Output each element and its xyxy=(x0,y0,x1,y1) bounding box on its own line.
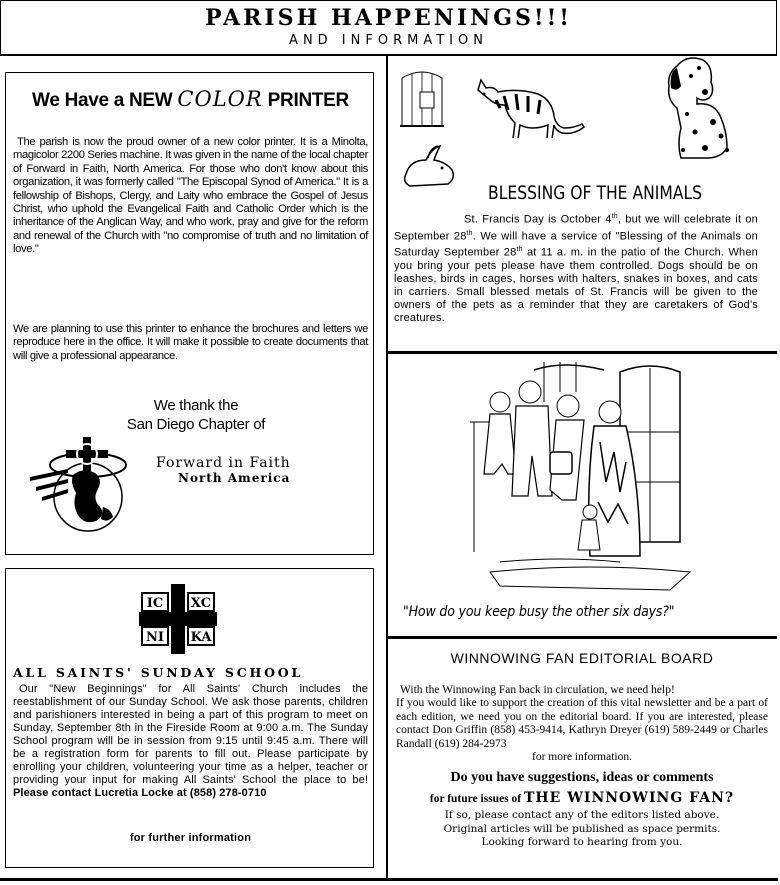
blessing-text-b: , but we will celebrate it on September 28 xyxy=(394,213,758,243)
board-future xyxy=(396,790,768,806)
column-divider xyxy=(386,56,388,878)
blessing-sup-c: th xyxy=(516,246,523,254)
school-contact: Please contact Lucretia Locke at (858) 278-0710 xyxy=(13,787,267,799)
printer-article xyxy=(5,72,374,555)
board-suggestions: Do you have suggestions, ideas or comments xyxy=(450,770,714,786)
blessing-text-a: St. Francis Day is October 4 xyxy=(464,213,612,226)
sunday-school-article xyxy=(5,568,374,868)
board-line1: If so, please contact any of the editors listed above. xyxy=(444,809,720,822)
icon-letters-ic: IC xyxy=(146,596,164,611)
logo-line2: North America xyxy=(178,471,291,485)
board-para2: If you would like to support the creation of this vital newsletter and be a part of each edition, we need you on the editorial board. If you are interested, please contact Don Griffin (858) 453-9414, Kathryn Dreyer (619) 589-2449 or Charles Randall (619) 284-2973 xyxy=(396,697,768,750)
ic-xc-nika-cross-icon xyxy=(139,584,217,654)
masthead-title: PARISH HAPPENINGS!!! xyxy=(205,5,572,31)
masthead-subtitle: AND INFORMATION xyxy=(289,33,488,48)
printer-para1: The parish is now the proud owner of a new color printer. It is a Minolta, magicolor 2200 Series machine. It was given in the name of the local chapter of Forward in Faith, North America. For those who don't know about this organization, it was formerly called "The Episcopal Synod of America." It is a fellowship of Bishops, Clergy, and Laity who embrace the Gospel of Jesus Christ, who uphold the Evangelical Faith and Catholic Order which is the inheritance of the Anglican Way, and who work, pray and give for the reform and renewal of the Church with "no compromise of truth and no limitation of love." xyxy=(13,136,368,256)
sunday-school-heading: ALL SAINTS' SUNDAY SCHOOL xyxy=(13,665,304,680)
dalmatian-icon xyxy=(665,52,745,167)
board-more: for more information. xyxy=(532,751,632,764)
blessing-body xyxy=(394,210,758,325)
board-para1: With the Winnowing Fan back in circulation, we need help! xyxy=(400,684,675,696)
printer-heading-post: PRINTER xyxy=(262,90,349,111)
board-line2: Original articles will be published as space permits. xyxy=(443,822,721,835)
board-heading: WINNOWING FAN EDITORIAL BOARD xyxy=(450,650,714,666)
school-body-text: Our "New Beginnings" for All Saints' Church includes the reestablishment of our Sunday School. We ask those parents, children and parishioners interested in being a part of this program to meet on Sunday, September 8th in the Fireside Room at 9:00 a.m. The Sunday School program will be in session from 9:15 until 9:45 a.m. There will be a registration form for parents to fill out. Please participate by enrolling your children, volunteering your time as a helper, teacher or providing your input for making All Saints' School the place to be! xyxy=(13,683,368,786)
blessing-sup-a: th xyxy=(611,213,618,220)
printer-heading-pre: We Have a NEW xyxy=(32,90,178,111)
thanks-line1: We thank the xyxy=(153,397,239,414)
board-future-name: THE WINNOWING FAN? xyxy=(524,790,735,807)
blessing-sup-b: th xyxy=(466,229,473,237)
printer-heading xyxy=(6,87,375,112)
printer-para2: We are planning to use this printer to enhance the brochures and letters we reproduce here in the office. It will make it possible to create documents that will give a professional appearance. xyxy=(13,323,368,362)
rabbit-icon xyxy=(398,144,458,194)
sunday-school-body xyxy=(13,683,368,800)
bottom-rule xyxy=(0,878,778,881)
forward-in-faith-logotype xyxy=(156,455,366,485)
icon-letters-ni: NI xyxy=(146,630,164,645)
icon-letters-xc: XC xyxy=(190,596,212,611)
masthead xyxy=(0,0,777,56)
board-future-pre: for future issues of xyxy=(429,793,524,806)
logo-line1: Forward in Faith xyxy=(156,455,291,471)
thanks-text xyxy=(96,396,296,434)
blessing-rule xyxy=(388,351,777,354)
icon-letters-ka: KA xyxy=(190,630,212,645)
birdcage-icon xyxy=(398,68,446,132)
cartoon-illustration xyxy=(470,362,700,594)
globe-cross-logo xyxy=(28,435,153,535)
blessing-text-c: . We will have a service of "Blessing of the Animals on Saturday September 28 xyxy=(394,230,759,259)
thanks-line2: San Diego Chapter of xyxy=(126,416,266,433)
blessing-text-d: at 11 a. m. in the patio of the Church. When you bring your pets please have them controlled. Dogs should be on leashes, birds in cages, horses with halters, snakes in boxes, and cats in carriers. Small blessed metals of St. Francis will be given to the owners of the pets as a reminder that they are caretakers of God's creatures. xyxy=(394,246,758,324)
cartoon-caption: "How do you keep busy the other six days?" xyxy=(403,604,675,620)
blessing-heading: BLESSING OF THE ANIMALS xyxy=(488,182,703,204)
cat-icon xyxy=(466,70,586,138)
cartoon-rule xyxy=(388,636,777,639)
school-contact2: for further information xyxy=(129,832,252,844)
board-line3: Looking forward to hearing from you. xyxy=(481,836,683,849)
board-body xyxy=(396,684,768,850)
printer-heading-color: COLOR xyxy=(177,87,263,111)
